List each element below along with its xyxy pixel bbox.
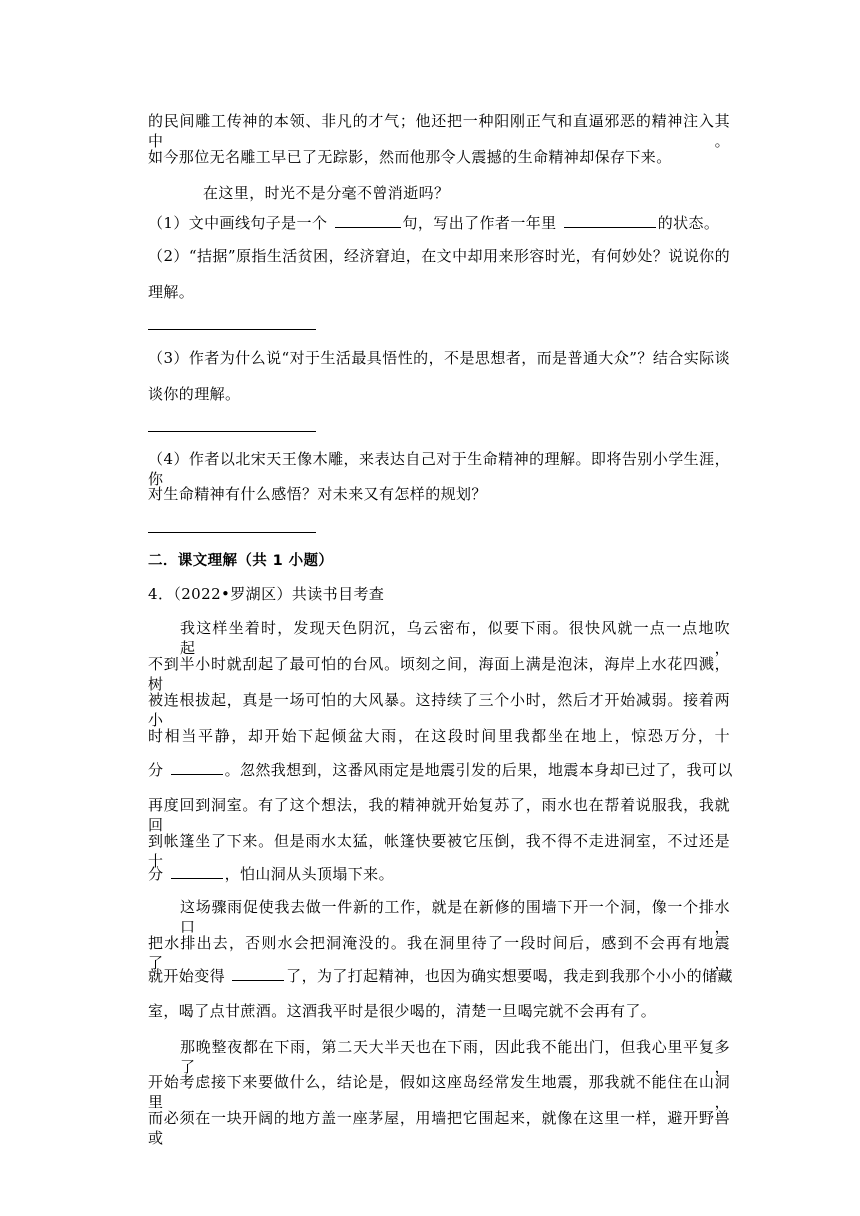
passage-text: ，怕山洞从头顶塌下来。 (224, 865, 394, 883)
passage-text: 了，为了打起精神，也因为确实想要喝，我走到我那个小小的储藏 (286, 967, 733, 985)
passage-line (148, 966, 733, 986)
passage-line: 而必须在一块开阔的地方盖一座茅屋，用墙把它围起来，就像在这里一样，避开野兽或 (148, 1109, 730, 1147)
passage-line: 到帐篷坐了下来。但是雨水太猛，帐篷快要被它压倒，我不得不走进洞室，不过还是十 (148, 832, 730, 870)
question-1-part-b: 句，写出了作者一年里 (402, 214, 562, 232)
fill-blank[interactable] (335, 213, 401, 228)
passage-line: 被连根拔起，真是一场可怕的大风暴。这持续了三个小时，然后才开始减弱。接着两小 (148, 691, 730, 729)
fill-blank[interactable] (171, 760, 223, 775)
passage-line: 再度回到洞室。有了这个想法，我的精神就开始复苏了，雨水也在帮着说服我，我就回 (148, 796, 730, 834)
text-line: 在这里，时光不是分毫不曾消逝吗？ (203, 184, 450, 202)
answer-line[interactable] (148, 329, 316, 330)
answer-line[interactable] (148, 532, 316, 533)
question-4-line: 对生命精神有什么感悟？对未来又有怎样的规划？ (148, 485, 487, 503)
passage-line: 不到半小时就刮起了最可怕的台风。顷刻之间，海面上满是泡沫，海岸上水花四溅，树 (148, 655, 730, 693)
fill-blank[interactable] (232, 966, 284, 981)
passage-line (148, 760, 733, 780)
passage-line (148, 864, 394, 884)
answer-line[interactable] (148, 431, 316, 432)
passage-text: 分 (148, 761, 169, 779)
question-2-line: 理解。 (148, 283, 195, 301)
passage-line: 那晚整夜都在下雨，第二天大半天也在下雨，因此我不能出门，但我心里平复多了， (180, 1038, 730, 1076)
question-3-line: （3）作者为什么说“对于生活最具悟性的，不是思想者，而是普通大众”？结合实际谈 (148, 349, 730, 367)
question-1-part-c: 的状态。 (657, 214, 720, 232)
passage-text: 。忽然我想到，这番风雨定是地震引发的后果，地震本身却已过了，我可以 (224, 761, 733, 779)
question-2-line: （2）“拮据”原指生活贫困，经济窘迫，在文中却用来形容时光，有何妙处？说说你的 (148, 247, 730, 265)
text-line: 的民间雕工传神的本领、非凡的才气；他还把一种阳刚正气和直逼邪恶的精神注入其中。 (148, 112, 730, 150)
text-line: 如今那位无名雕工早已了无踪影，然而他那令人震撼的生命精神却保存下来。 (148, 148, 672, 166)
passage-text: 分 (148, 865, 169, 883)
passage-line: 这场骤雨促使我去做一件新的工作，就是在新修的围墙下开一个洞，像一个排水口， (180, 898, 730, 936)
passage-line: 开始考虑接下来要做什么，结论是，假如这座岛经常发生地震，那我就不能住在山洞里， (148, 1073, 730, 1111)
passage-line: 把水排出去，否则水会把洞淹没的。我在洞里待了一段时间后，感到不会再有地震了， (148, 934, 730, 972)
question-4-line: （4）作者以北宋天王像木雕，来表达自己对于生命精神的理解。即将告别小学生涯，你 (148, 450, 730, 488)
question-3-line: 谈你的理解。 (148, 385, 241, 403)
section-heading: 二．课文理解（共 1 小题） (148, 553, 334, 569)
fill-blank[interactable] (171, 864, 223, 879)
question-1 (148, 213, 719, 233)
passage-line: 室，喝了点甘蔗酒。这酒我平时是很少喝的，清楚一旦喝完就不会再有了。 (148, 1002, 657, 1020)
passage-line: 时相当平静，却开始下起倾盆大雨，在这段时间里我都坐在地上，惊恐万分，十 (148, 727, 730, 745)
fill-blank[interactable] (564, 213, 656, 228)
passage-line: 我这样坐着时，发现天色阴沉，乌云密布，似要下雨。很快风就一点一点地吹起， (180, 619, 730, 657)
passage-text: 就开始变得 (148, 967, 231, 985)
question-1-part-a: （1）文中画线句子是一个 (148, 214, 333, 232)
question-header: 4．（2022•罗湖区）共读书目考查 (148, 585, 385, 603)
